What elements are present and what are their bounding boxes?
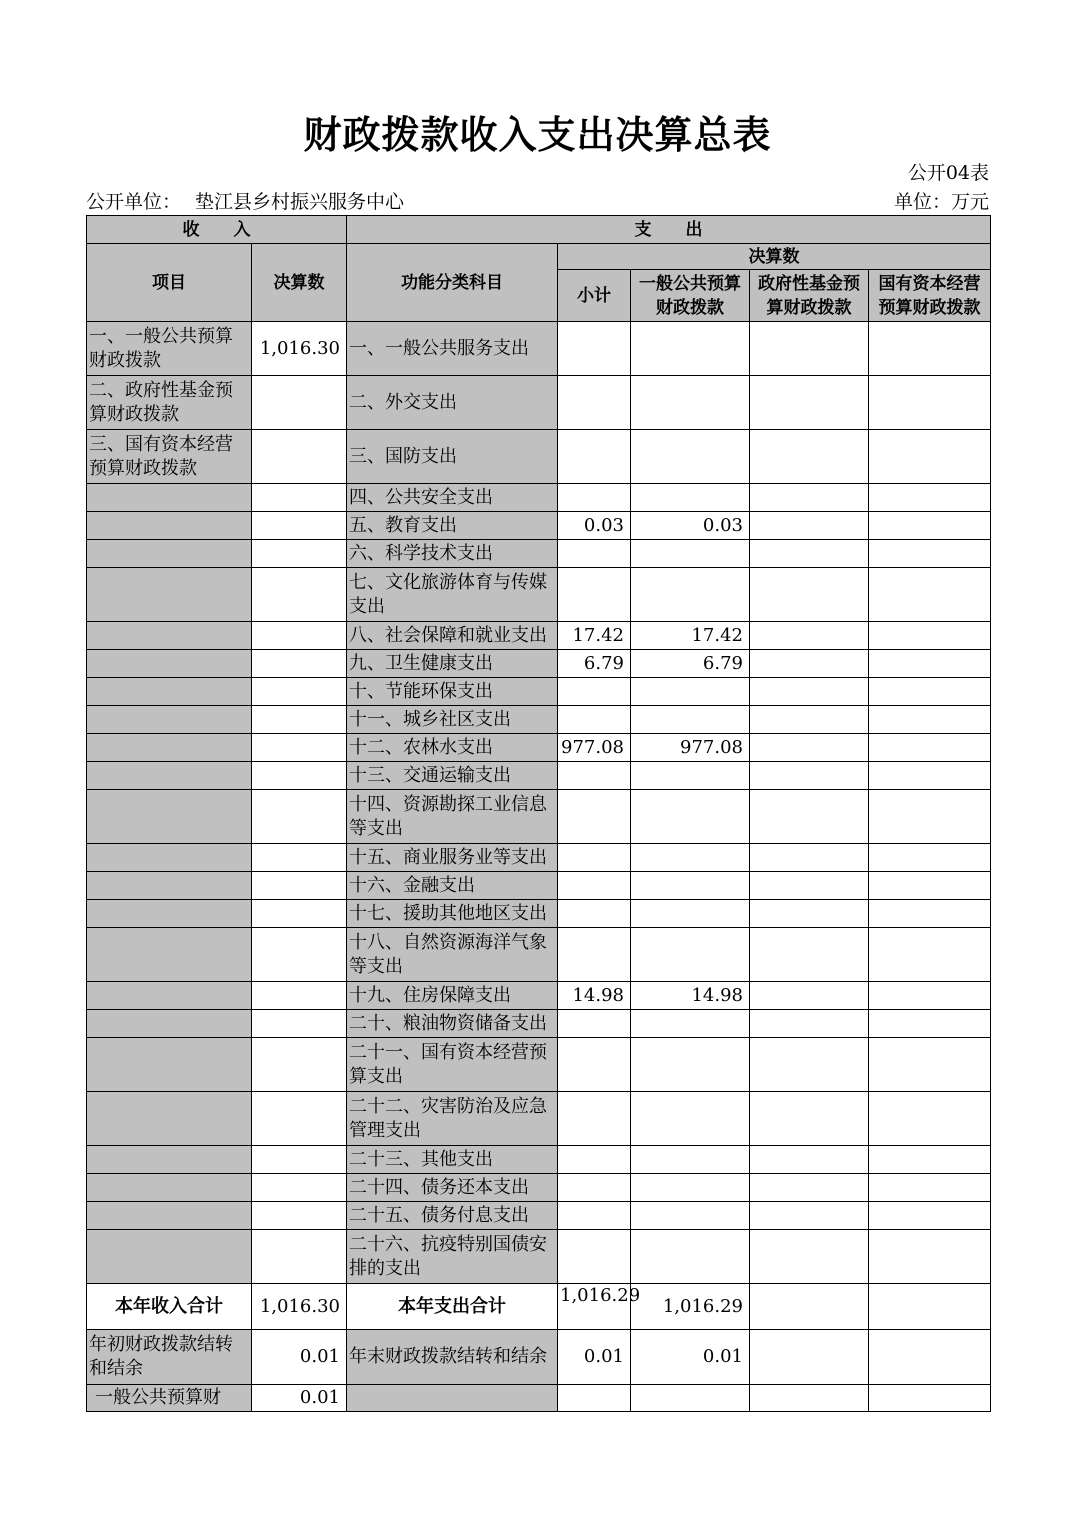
income-amount [252, 928, 347, 982]
income-item [87, 928, 252, 982]
general-value [631, 1202, 750, 1230]
expense-item: 二十四、债务还本支出 [347, 1174, 558, 1202]
table-row [87, 540, 991, 568]
general-budget-fund [750, 1385, 869, 1412]
soe-value [869, 790, 991, 844]
soe-value [869, 430, 991, 484]
item-header: 项目 [87, 244, 252, 322]
org-line [86, 187, 404, 214]
income-item [87, 622, 252, 650]
fund-value [750, 1038, 869, 1092]
fund-value [750, 844, 869, 872]
expense-item: 二十五、债务付息支出 [347, 1202, 558, 1230]
income-total-amount: 1,016.30 [252, 1284, 347, 1330]
expense-item: 十、节能环保支出 [347, 678, 558, 706]
income-amount [252, 622, 347, 650]
fund-value [750, 982, 869, 1010]
general-value [631, 322, 750, 376]
carryover-income-label: 年初财政拨款结转和结余 [87, 1330, 252, 1385]
final-header: 决算数 [558, 244, 991, 270]
soe-value [869, 1092, 991, 1146]
subtotal-value: 977.08 [558, 734, 631, 762]
income-item [87, 1230, 252, 1284]
fund-value [750, 650, 869, 678]
table-row [87, 844, 991, 872]
subtotal-value [558, 790, 631, 844]
income-item [87, 650, 252, 678]
budget-table [86, 215, 991, 1412]
table-footer [87, 1284, 991, 1412]
income-amount [252, 762, 347, 790]
soe-value [869, 1230, 991, 1284]
soe-header: 国有资本经营预算财政拨款 [869, 270, 991, 322]
table-body [87, 322, 991, 1284]
expense-item: 十三、交通运输支出 [347, 762, 558, 790]
income-amount [252, 568, 347, 622]
income-item [87, 1010, 252, 1038]
subtotal-value: 6.79 [558, 650, 631, 678]
soe-value [869, 540, 991, 568]
expense-item: 十四、资源勘探工业信息等支出 [347, 790, 558, 844]
general-value [631, 678, 750, 706]
subtotal-value [558, 900, 631, 928]
subtotal-value [558, 762, 631, 790]
income-item [87, 872, 252, 900]
table-row [87, 650, 991, 678]
fund-value [750, 540, 869, 568]
soe-value [869, 734, 991, 762]
fund-value [750, 678, 869, 706]
general-value [631, 376, 750, 430]
expense-item: 三、国防支出 [347, 430, 558, 484]
income-amount [252, 650, 347, 678]
header-row-sections [87, 216, 991, 244]
income-item [87, 790, 252, 844]
general-value: 977.08 [631, 734, 750, 762]
fund-value [750, 322, 869, 376]
soe-value [869, 650, 991, 678]
income-amount [252, 1174, 347, 1202]
income-total-label: 本年收入合计 [87, 1284, 252, 1330]
income-item [87, 734, 252, 762]
table-row [87, 322, 991, 376]
table-row [87, 568, 991, 622]
carryover-row [87, 1330, 991, 1385]
income-section-header: 收 入 [87, 216, 347, 244]
general-value [631, 1010, 750, 1038]
table-row [87, 734, 991, 762]
soe-value [869, 568, 991, 622]
general-value [631, 484, 750, 512]
subtotal-value [558, 568, 631, 622]
expense-item: 十六、金融支出 [347, 872, 558, 900]
table-row [87, 430, 991, 484]
fund-value [750, 762, 869, 790]
soe-value [869, 900, 991, 928]
subtotal-value: 0.03 [558, 512, 631, 540]
general-budget-general [631, 1385, 750, 1412]
carryover-general: 0.01 [631, 1330, 750, 1385]
totals-row [87, 1284, 991, 1330]
table-row [87, 928, 991, 982]
general-value [631, 430, 750, 484]
expense-item: 六、科学技术支出 [347, 540, 558, 568]
form-code: 公开04表 [907, 162, 989, 184]
soe-value [869, 706, 991, 734]
general-budget-row [87, 1385, 991, 1412]
table-row [87, 706, 991, 734]
income-amount [252, 982, 347, 1010]
fund-value [750, 872, 869, 900]
subtotal-value [558, 872, 631, 900]
expense-item: 二十二、灾害防治及应急管理支出 [347, 1092, 558, 1146]
fund-value [750, 1202, 869, 1230]
subtotal-value [558, 1202, 631, 1230]
income-amount [252, 844, 347, 872]
table-row [87, 622, 991, 650]
subtotal-value [558, 678, 631, 706]
income-amount [252, 900, 347, 928]
general-budget-subtotal [558, 1385, 631, 1412]
general-value [631, 762, 750, 790]
soe-value [869, 678, 991, 706]
fund-value [750, 734, 869, 762]
soe-value [869, 512, 991, 540]
general-value: 0.03 [631, 512, 750, 540]
general-value [631, 1092, 750, 1146]
expense-item: 十一、城乡社区支出 [347, 706, 558, 734]
soe-value [869, 1146, 991, 1174]
income-item [87, 706, 252, 734]
expense-item: 七、文化旅游体育与传媒支出 [347, 568, 558, 622]
income-item [87, 982, 252, 1010]
expense-section-header: 支 出 [347, 216, 991, 244]
soe-value [869, 1038, 991, 1092]
subtotal-header: 小计 [558, 270, 631, 322]
income-amount [252, 376, 347, 430]
expense-item: 二十六、抗疫特别国债安排的支出 [347, 1230, 558, 1284]
subtotal-value [558, 1092, 631, 1146]
org-name: 垫江县乡村振兴服务中心 [195, 191, 405, 213]
func-header: 功能分类科目 [347, 244, 558, 322]
table-row [87, 1230, 991, 1284]
general-value [631, 568, 750, 622]
subtotal-value: 17.42 [558, 622, 631, 650]
soe-value [869, 928, 991, 982]
subtotal-value [558, 376, 631, 430]
expense-item: 十七、援助其他地区支出 [347, 900, 558, 928]
soe-value [869, 762, 991, 790]
soe-value [869, 982, 991, 1010]
fund-value [750, 430, 869, 484]
income-item [87, 900, 252, 928]
income-amount [252, 1010, 347, 1038]
table-row [87, 1174, 991, 1202]
income-item: 二、政府性基金预算财政拨款 [87, 376, 252, 430]
income-item [87, 1038, 252, 1092]
fund-value [750, 1092, 869, 1146]
table-row [87, 512, 991, 540]
expense-item: 二十、粮油物资储备支出 [347, 1010, 558, 1038]
general-value: 17.42 [631, 622, 750, 650]
expense-item: 四、公共安全支出 [347, 484, 558, 512]
income-amount [252, 484, 347, 512]
expense-item: 十二、农林水支出 [347, 734, 558, 762]
income-amount [252, 734, 347, 762]
fund-value [750, 512, 869, 540]
fund-value [750, 790, 869, 844]
income-item [87, 568, 252, 622]
general-header: 一般公共预算财政拨款 [631, 270, 750, 322]
general-value [631, 1174, 750, 1202]
general-budget-label: 一般公共预算财 [87, 1385, 252, 1412]
general-value [631, 872, 750, 900]
expense-item: 五、教育支出 [347, 512, 558, 540]
income-item: 三、国有资本经营预算财政拨款 [87, 430, 252, 484]
fund-value [750, 568, 869, 622]
fund-value [750, 706, 869, 734]
carryover-soe [869, 1330, 991, 1385]
income-item [87, 844, 252, 872]
income-amount [252, 1230, 347, 1284]
income-amount: 1,016.30 [252, 322, 347, 376]
fund-value [750, 1230, 869, 1284]
income-amount [252, 512, 347, 540]
income-amount [252, 790, 347, 844]
general-value [631, 706, 750, 734]
general-budget-expense [347, 1385, 558, 1412]
subtotal-value [558, 1146, 631, 1174]
income-amount [252, 1038, 347, 1092]
soe-value [869, 844, 991, 872]
general-value: 6.79 [631, 650, 750, 678]
fund-header: 政府性基金预算财政拨款 [750, 270, 869, 322]
general-budget-amount: 0.01 [252, 1385, 347, 1412]
org-label: 公开单位： [86, 191, 182, 213]
expense-item: 二十三、其他支出 [347, 1146, 558, 1174]
income-item [87, 512, 252, 540]
subtotal-value [558, 540, 631, 568]
general-value [631, 900, 750, 928]
expense-total-fund [750, 1284, 869, 1330]
income-item [87, 678, 252, 706]
soe-value [869, 1010, 991, 1038]
income-amount [252, 1146, 347, 1174]
soe-value [869, 622, 991, 650]
table-row [87, 1092, 991, 1146]
subtotal-value [558, 1038, 631, 1092]
carryover-income-amount: 0.01 [252, 1330, 347, 1385]
general-value [631, 540, 750, 568]
income-item [87, 1202, 252, 1230]
soe-value [869, 376, 991, 430]
carryover-subtotal: 0.01 [558, 1330, 631, 1385]
fund-value [750, 376, 869, 430]
table-row [87, 872, 991, 900]
general-value: 14.98 [631, 982, 750, 1010]
fund-value [750, 900, 869, 928]
soe-value [869, 1174, 991, 1202]
expense-item: 十五、商业服务业等支出 [347, 844, 558, 872]
income-amount [252, 1092, 347, 1146]
expense-item: 一、一般公共服务支出 [347, 322, 558, 376]
income-item: 一、一般公共预算财政拨款 [87, 322, 252, 376]
table-row [87, 376, 991, 430]
general-value [631, 790, 750, 844]
expense-item: 十九、住房保障支出 [347, 982, 558, 1010]
expense-item: 十八、自然资源海洋气象等支出 [347, 928, 558, 982]
subtotal-value [558, 1230, 631, 1284]
subtotal-value [558, 484, 631, 512]
expense-item: 八、社会保障和就业支出 [347, 622, 558, 650]
expense-total-subtotal: 1,016.29 [558, 1284, 631, 1330]
table-row [87, 1202, 991, 1230]
subtotal-value [558, 928, 631, 982]
expense-total-label: 本年支出合计 [347, 1284, 558, 1330]
table-row [87, 484, 991, 512]
income-item [87, 484, 252, 512]
header-row-final [87, 244, 991, 270]
carryover-expense-label: 年末财政拨款结转和结余 [347, 1330, 558, 1385]
subtotal-value [558, 706, 631, 734]
subtotal-value [558, 1010, 631, 1038]
income-item [87, 1174, 252, 1202]
soe-value [869, 484, 991, 512]
fund-value [750, 928, 869, 982]
table-row [87, 982, 991, 1010]
fund-value [750, 1174, 869, 1202]
general-value [631, 1038, 750, 1092]
income-item [87, 762, 252, 790]
table-row [87, 790, 991, 844]
table-row [87, 900, 991, 928]
income-amount [252, 1202, 347, 1230]
table-row [87, 1038, 991, 1092]
general-value [631, 1230, 750, 1284]
expense-item: 二十一、国有资本经营预算支出 [347, 1038, 558, 1092]
subtotal-value [558, 430, 631, 484]
expense-total-soe [869, 1284, 991, 1330]
general-value [631, 1146, 750, 1174]
page-title: 财政拨款收入支出决算总表 [303, 112, 772, 157]
expense-item: 九、卫生健康支出 [347, 650, 558, 678]
subtotal-value: 14.98 [558, 982, 631, 1010]
general-value [631, 844, 750, 872]
income-amount [252, 706, 347, 734]
soe-value [869, 872, 991, 900]
income-amount [252, 872, 347, 900]
income-amount [252, 540, 347, 568]
income-item [87, 1146, 252, 1174]
fund-value [750, 622, 869, 650]
amount-header: 决算数 [252, 244, 347, 322]
fund-value [750, 1010, 869, 1038]
fund-value [750, 484, 869, 512]
subtotal-value [558, 844, 631, 872]
table-row [87, 1010, 991, 1038]
income-item [87, 1092, 252, 1146]
table-row [87, 1146, 991, 1174]
soe-value [869, 322, 991, 376]
soe-value [869, 1202, 991, 1230]
income-amount [252, 678, 347, 706]
fund-value [750, 1146, 869, 1174]
table-row [87, 678, 991, 706]
expense-total-general: 1,016.29 [631, 1284, 750, 1330]
carryover-fund [750, 1330, 869, 1385]
subtotal-value [558, 322, 631, 376]
table-row [87, 762, 991, 790]
general-value [631, 928, 750, 982]
general-budget-soe [869, 1385, 991, 1412]
income-amount [252, 430, 347, 484]
expense-item: 二、外交支出 [347, 376, 558, 430]
unit-label: 单位：万元 [893, 191, 989, 213]
income-item [87, 540, 252, 568]
subtotal-value [558, 1174, 631, 1202]
